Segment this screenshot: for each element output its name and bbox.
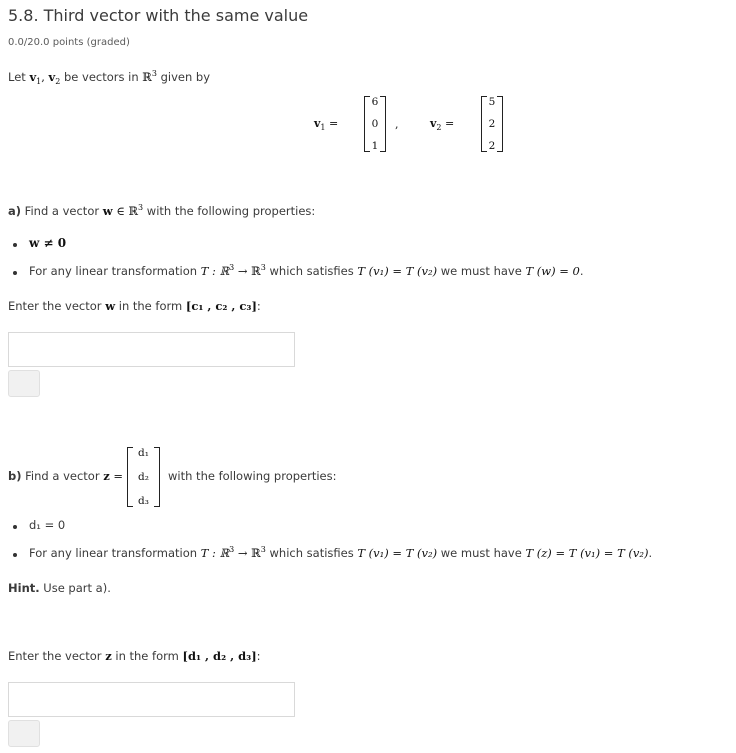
v1-entry-2: 0 bbox=[371, 118, 379, 130]
part-b-prompt-start bbox=[8, 469, 123, 483]
part-b-z-symbol: z bbox=[103, 469, 110, 483]
v2-label-subscript: 2 bbox=[436, 123, 442, 133]
intro-mid: be vectors in bbox=[60, 69, 143, 84]
part-a-bullet-dot-2 bbox=[13, 271, 17, 275]
v1-equals: = bbox=[325, 117, 339, 130]
part-b-cond2-period: . bbox=[648, 545, 653, 560]
part-b-prompt-end: with the following properties: bbox=[168, 469, 337, 483]
part-b-condition-2 bbox=[29, 545, 652, 560]
part-b-enter-pre: Enter the vector bbox=[8, 649, 106, 663]
part-a-real-space-dimension: 3 bbox=[138, 203, 144, 212]
v2-subscript: 2 bbox=[55, 77, 61, 87]
part-a-text2: with the following properties: bbox=[143, 203, 316, 218]
part-b-cond2-sup2: 3 bbox=[260, 545, 266, 554]
hint-label: Hint. bbox=[8, 581, 40, 595]
part-b-enter-mid: in the form bbox=[111, 649, 183, 663]
part-a-enter-mid: in the form bbox=[115, 299, 186, 313]
part-a-cond2-sup1: 3 bbox=[229, 263, 235, 272]
problem-title: 5.8. Third vector with the same value bbox=[8, 6, 309, 25]
part-b-equals: = bbox=[109, 469, 124, 483]
part-a-cond2-mid: which satisfies bbox=[265, 263, 358, 278]
intro-prefix: Let bbox=[8, 69, 30, 84]
part-b-cond2-mid2: we must have bbox=[437, 545, 526, 560]
v1-entry-1: 6 bbox=[371, 96, 379, 108]
part-b-bullet-dot-1 bbox=[13, 525, 17, 529]
v1-label-subscript: 1 bbox=[320, 123, 326, 133]
real-space-dimension: 3 bbox=[151, 69, 157, 78]
part-a-enter-form: [c₁ , c₂ , c₃] bbox=[185, 299, 257, 313]
part-b-cond2-result: T (z) = T (v₁) = T (v₂) bbox=[525, 545, 649, 560]
v1-label bbox=[314, 117, 338, 132]
part-b-cond2-pre: For any linear transformation bbox=[29, 545, 201, 560]
part-a-bullet-dot-1 bbox=[13, 243, 17, 247]
part-a-text1: Find a vector bbox=[21, 203, 103, 218]
part-b-answer-field[interactable] bbox=[8, 682, 295, 717]
v1-matrix bbox=[364, 96, 386, 152]
part-b-condition-1: d₁ = 0 bbox=[29, 518, 66, 532]
v2-entry-3: 2 bbox=[488, 140, 496, 152]
part-a-label: a) bbox=[8, 203, 22, 218]
v2-label bbox=[430, 117, 454, 132]
v2-equals: = bbox=[441, 117, 455, 130]
part-a-enter-instruction bbox=[8, 299, 261, 313]
v1-symbol: v bbox=[29, 69, 37, 84]
part-b-bullet-dot-2 bbox=[13, 553, 17, 557]
intro-suffix: given by bbox=[156, 69, 211, 84]
part-a-prompt bbox=[8, 203, 315, 218]
part-b-submit-button[interactable] bbox=[8, 720, 40, 747]
part-b-cond2-sup1: 3 bbox=[229, 545, 235, 554]
part-a-cond2-pre: For any linear transformation bbox=[29, 263, 201, 278]
part-a-submit-button[interactable] bbox=[8, 370, 40, 397]
part-a-cond2-result: T (w) = 0 bbox=[525, 263, 580, 278]
v1-label-symbol: v bbox=[314, 117, 321, 130]
z-entry-1: d₁ bbox=[138, 447, 149, 459]
z-entry-2: d₂ bbox=[138, 471, 149, 483]
vector-separator-comma: , bbox=[395, 118, 399, 131]
part-a-real-space: ℝ bbox=[128, 203, 139, 218]
v2-matrix bbox=[481, 96, 503, 152]
part-a-cond2-equation: T (v₁) = T (v₂) bbox=[357, 263, 438, 278]
part-b-hint bbox=[8, 581, 111, 595]
v2-label-symbol: v bbox=[430, 117, 437, 130]
part-b-answer-input[interactable] bbox=[9, 683, 294, 716]
intro-separator: , bbox=[41, 69, 49, 84]
part-b-label: b) bbox=[8, 469, 22, 483]
part-a-enter-w: w bbox=[105, 299, 116, 313]
part-a-answer-input[interactable] bbox=[9, 333, 294, 366]
part-b-cond2-map: T : ℝ bbox=[200, 545, 230, 560]
part-a-condition-1: w ≠ 0 bbox=[29, 236, 67, 250]
part-b-enter-z: z bbox=[105, 649, 112, 663]
part-b-text1: Find a vector bbox=[21, 469, 104, 483]
v1-subscript: 1 bbox=[36, 77, 42, 87]
v2-symbol: v bbox=[48, 69, 56, 84]
part-a-enter-colon: : bbox=[256, 299, 261, 313]
part-b-enter-instruction bbox=[8, 649, 261, 663]
part-a-w-symbol: w bbox=[102, 203, 113, 218]
v1-entry-3: 1 bbox=[371, 140, 379, 152]
v2-entry-1: 5 bbox=[488, 96, 496, 108]
part-a-cond2-period: . bbox=[579, 263, 584, 278]
part-a-cond2-arrow: → ℝ bbox=[234, 263, 261, 278]
part-a-element-of: ∈ bbox=[112, 203, 129, 218]
part-b-enter-form: [d₁ , d₂ , d₃] bbox=[182, 649, 257, 663]
part-a-answer-field[interactable] bbox=[8, 332, 295, 367]
part-a-condition-2 bbox=[29, 263, 584, 278]
points-status: 0.0/20.0 points (graded) bbox=[8, 37, 130, 48]
z-matrix bbox=[127, 447, 160, 507]
part-b-cond2-arrow: → ℝ bbox=[234, 545, 261, 560]
part-b-cond2-mid: which satisfies bbox=[265, 545, 358, 560]
real-space-symbol: ℝ bbox=[142, 69, 152, 84]
part-a-cond2-sup2: 3 bbox=[260, 263, 266, 272]
hint-text: Use part a). bbox=[39, 581, 111, 595]
part-a-enter-pre: Enter the vector bbox=[8, 299, 106, 313]
part-a-cond2-map: T : ℝ bbox=[200, 263, 230, 278]
part-a-cond2-mid2: we must have bbox=[437, 263, 526, 278]
z-entry-3: d₃ bbox=[138, 495, 149, 507]
part-b-cond2-equation: T (v₁) = T (v₂) bbox=[357, 545, 438, 560]
intro-text bbox=[8, 69, 210, 86]
v2-entry-2: 2 bbox=[488, 118, 496, 130]
part-b-enter-colon: : bbox=[256, 649, 261, 663]
